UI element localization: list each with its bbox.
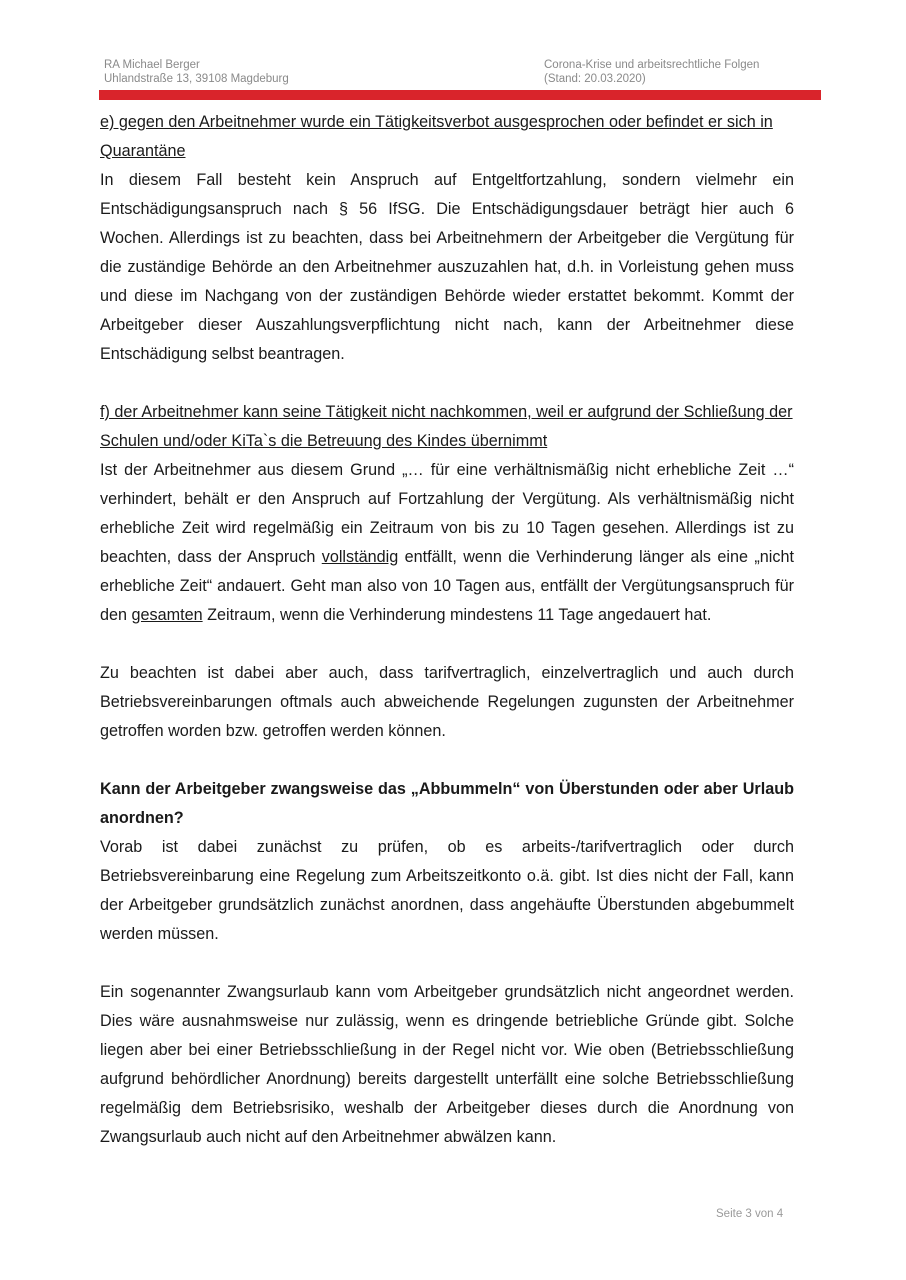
forced-vacation-paragraph: Ein sogenannter Zwangsurlaub kann vom Arbeitgeber grundsätzlich nicht angeordnet werden. Dies wäre ausnahmsweise nur zulässig, wenn es dringende betriebliche Gründe gibt. Solche liegen aber bei einer Betriebsschließung in der Regel nicht vor. Wie oben (Betriebsschließung aufgrund behördlicher Anordnung) bereits dargestellt unterfällt eine solche Betriebsschließung regelmäßig dem Betriebsrisiko, weshalb der Arbeitgeber dieses durch die Anordnung von Zwangsurlaub auch nicht auf den Arbeitnehmer abwälzen kann.: [100, 983, 794, 1146]
header-divider: [99, 90, 821, 100]
section-f-heading: f) der Arbeitnehmer kann seine Tätigkeit nicht nachkommen, weil er aufgrund der Schließung der Schulen und/oder KiTa`s die Betreuung des Kindes übernimmt: [100, 403, 793, 450]
overtime-section-heading: Kann der Arbeitgeber zwangsweise das „Abbummeln“ von Überstunden oder aber Urlaub anordnen?: [100, 780, 794, 827]
section-f-text: entfällt, wenn die Verhinderung länger als eine „nicht erhebliche Zeit“ andauert. Geht man also von 10 Tagen aus, entfällt der Vergütungsanspruch für den: [100, 548, 794, 624]
document-body: [100, 108, 794, 1152]
spacer: [100, 369, 794, 398]
header-author-address: Uhlandstraße 13, 39108 Magdeburg: [104, 73, 289, 85]
section-f-body: [100, 456, 794, 630]
note-paragraph: Zu beachten ist dabei aber auch, dass tarifvertraglich, einzelvertraglich und auch durch Betriebsvereinbarungen oftmals auch abweichende Regelungen zugunsten der Arbeitnehmer getroffen worden bzw. getroffen werden können.: [100, 664, 794, 740]
header-document-title: Corona-Krise und arbeitsrechtliche Folgen: [544, 59, 760, 71]
section-f-text: Ist der Arbeitnehmer aus diesem Grund „… für eine verhältnismäßig nicht erhebliche Zeit …“ verhindert, behält er den Anspruch auf Fortzahlung der Vergütung. Als verhältnismäßig nicht erhebliche Zeit wird regelmäßig ein Zeitraum von bis zu 10 Tagen gesehen. Allerdings ist zu beachten, dass der Anspruch: [100, 461, 794, 566]
header-document-date: (Stand: 20.03.2020): [544, 73, 646, 85]
section-e-heading: e) gegen den Arbeitnehmer wurde ein Tätigkeitsverbot ausgesprochen oder befindet er sich in Quarantäne: [100, 113, 773, 160]
overtime-section-body: Vorab ist dabei zunächst zu prüfen, ob es arbeits-/tarifvertraglich oder durch Betriebsvereinbarung eine Regelung zum Arbeitszeitkonto o.ä. gibt. Ist dies nicht der Fall, kann der Arbeitgeber grundsätzlich zunächst anordnen, dass angehäufte Überstunden abgebummelt werden müssen.: [100, 838, 794, 943]
section-f-underlined-term: vollständig: [321, 548, 399, 566]
header-document-info: [544, 58, 759, 86]
header-author: [104, 58, 289, 86]
section-f-text: Zeitraum, wenn die Verhinderung mindestens 11 Tage angedauert hat.: [202, 606, 712, 624]
spacer: [100, 630, 794, 659]
spacer: [100, 746, 794, 775]
header-author-name: RA Michael Berger: [104, 59, 200, 71]
page-number: Seite 3 von 4: [716, 1208, 784, 1220]
spacer: [100, 949, 794, 978]
section-e-body: In diesem Fall besteht kein Anspruch auf Entgeltfortzahlung, sondern vielmehr ein Entschädigungsanspruch nach § 56 IfSG. Die Entschädigungsdauer beträgt hier auch 6 Wochen. Allerdings ist zu beachten, dass bei Arbeitnehmern der Arbeitgeber die Vergütung für die zuständige Behörde an den Arbeitnehmer auszuzahlen hat, d.h. in Vorleistung gehen muss und diese im Nachgang von der zuständigen Behörde wieder erstattet bekommt. Kommt der Arbeitgeber dieser Auszahlungsverpflichtung nicht nach, kann der Arbeitnehmer diese Entschädigung selbst beantragen.: [100, 171, 794, 363]
section-f-underlined-term: gesamten: [131, 606, 203, 624]
